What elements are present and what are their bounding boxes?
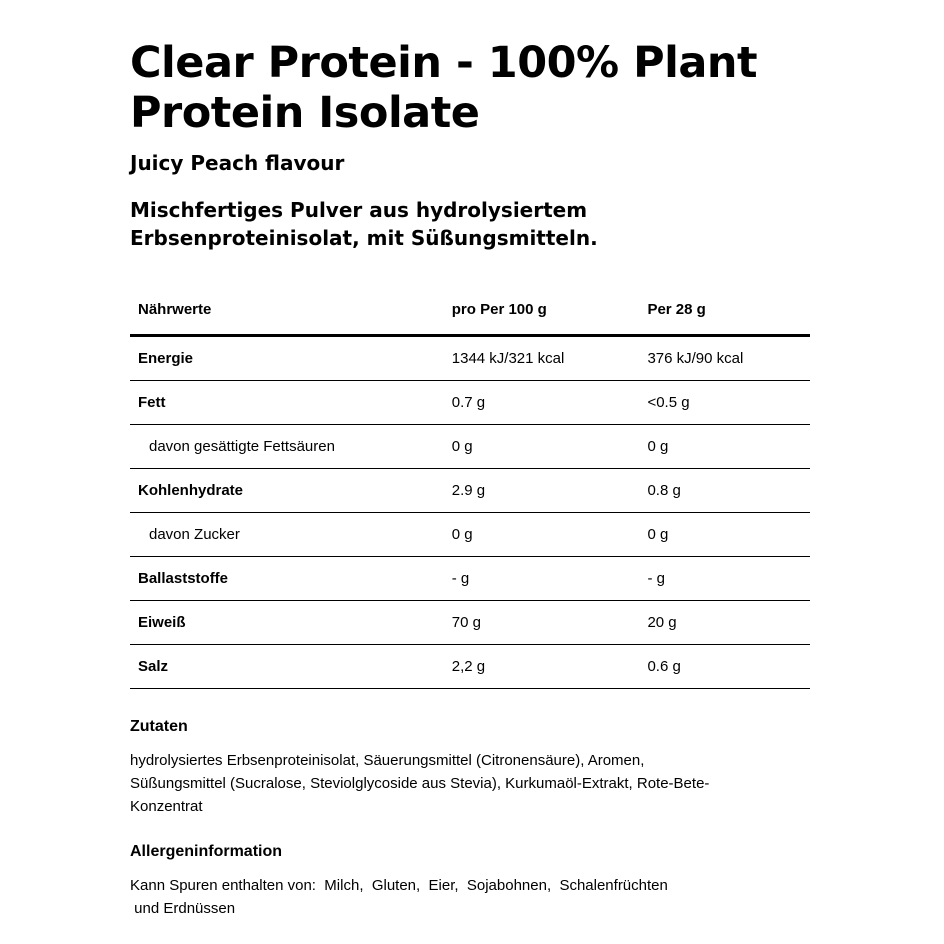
product-flavour: Juicy Peach flavour — [130, 151, 345, 175]
nutrient-value-per-100g: 0 g — [444, 425, 640, 469]
product-title-line-2: Protein Isolate — [130, 88, 480, 138]
table-row — [130, 425, 810, 469]
nutrient-name: Eiweiß — [130, 601, 444, 645]
nutrient-name: Ballaststoffe — [130, 557, 444, 601]
product-title — [130, 38, 810, 138]
nutrient-value-per-28g: 20 g — [639, 601, 810, 645]
nutrient-value-per-100g: 0 g — [444, 513, 640, 557]
nutrient-value-per-28g: 0 g — [639, 513, 810, 557]
nutrient-value-per-100g: - g — [444, 557, 640, 601]
table-row — [130, 381, 810, 425]
header-nutrients: Nährwerte — [130, 284, 444, 336]
nutrient-name: Energie — [130, 336, 444, 381]
nutrient-value-per-28g: - g — [639, 557, 810, 601]
header-per-100g: pro Per 100 g — [444, 284, 640, 336]
allergen-line-2: und Erdnüssen — [130, 900, 236, 917]
table-row — [130, 469, 810, 513]
ingredients-line-2: Süßungsmittel (Sucralose, Steviolglycoside aus Stevia), Kurkumaöl-Extrakt, Rote-Bete- — [130, 775, 710, 792]
nutrient-value-per-28g: 0.8 g — [639, 469, 810, 513]
description-line-2: Erbsenproteinisolat, mit Süßungsmitteln. — [130, 226, 598, 250]
ingredients-line-1: hydrolysiertes Erbsenproteinisolat, Säuerungsmittel (Citronensäure), Aromen, — [130, 752, 645, 769]
nutrient-value-per-28g: 0.6 g — [639, 645, 810, 689]
nutrient-value-per-28g: <0.5 g — [639, 381, 810, 425]
nutrient-value-per-100g: 70 g — [444, 601, 640, 645]
header-per-28g: Per 28 g — [639, 284, 810, 336]
nutrient-name: Salz — [130, 645, 444, 689]
table-row — [130, 513, 810, 557]
nutrient-name: Kohlenhydrate — [130, 469, 444, 513]
product-description — [130, 196, 690, 252]
nutrient-value-per-100g: 0.7 g — [444, 381, 640, 425]
nutrient-name: davon Zucker — [130, 513, 444, 557]
nutrition-table — [130, 284, 810, 689]
table-row — [130, 645, 810, 689]
nutrient-value-per-28g: 376 kJ/90 kcal — [639, 336, 810, 381]
nutrient-value-per-100g: 2.9 g — [444, 469, 640, 513]
allergen-heading: Allergeninformation — [130, 843, 283, 860]
table-row — [130, 601, 810, 645]
table-row — [130, 336, 810, 381]
nutrient-value-per-100g: 2,2 g — [444, 645, 640, 689]
nutrient-name: davon gesättigte Fettsäuren — [130, 425, 444, 469]
allergen-line-1: Kann Spuren enthalten von: Milch, Gluten, Eier, Sojabohnen, Schalenfrüchten — [130, 877, 668, 894]
product-title-line-1: Clear Protein - 100% Plant — [130, 38, 758, 88]
ingredients-heading: Zutaten — [130, 718, 188, 735]
ingredients-text — [130, 749, 810, 818]
nutrient-name: Fett — [130, 381, 444, 425]
nutrient-value-per-100g: 1344 kJ/321 kcal — [444, 336, 640, 381]
ingredients-line-3: Konzentrat — [130, 798, 203, 815]
allergen-text — [130, 874, 810, 920]
nutrition-header-row — [130, 284, 810, 336]
nutrient-value-per-28g: 0 g — [639, 425, 810, 469]
description-line-1: Mischfertiges Pulver aus hydrolysiertem — [130, 198, 588, 222]
nutrition-label-document — [130, 38, 810, 920]
table-row — [130, 557, 810, 601]
